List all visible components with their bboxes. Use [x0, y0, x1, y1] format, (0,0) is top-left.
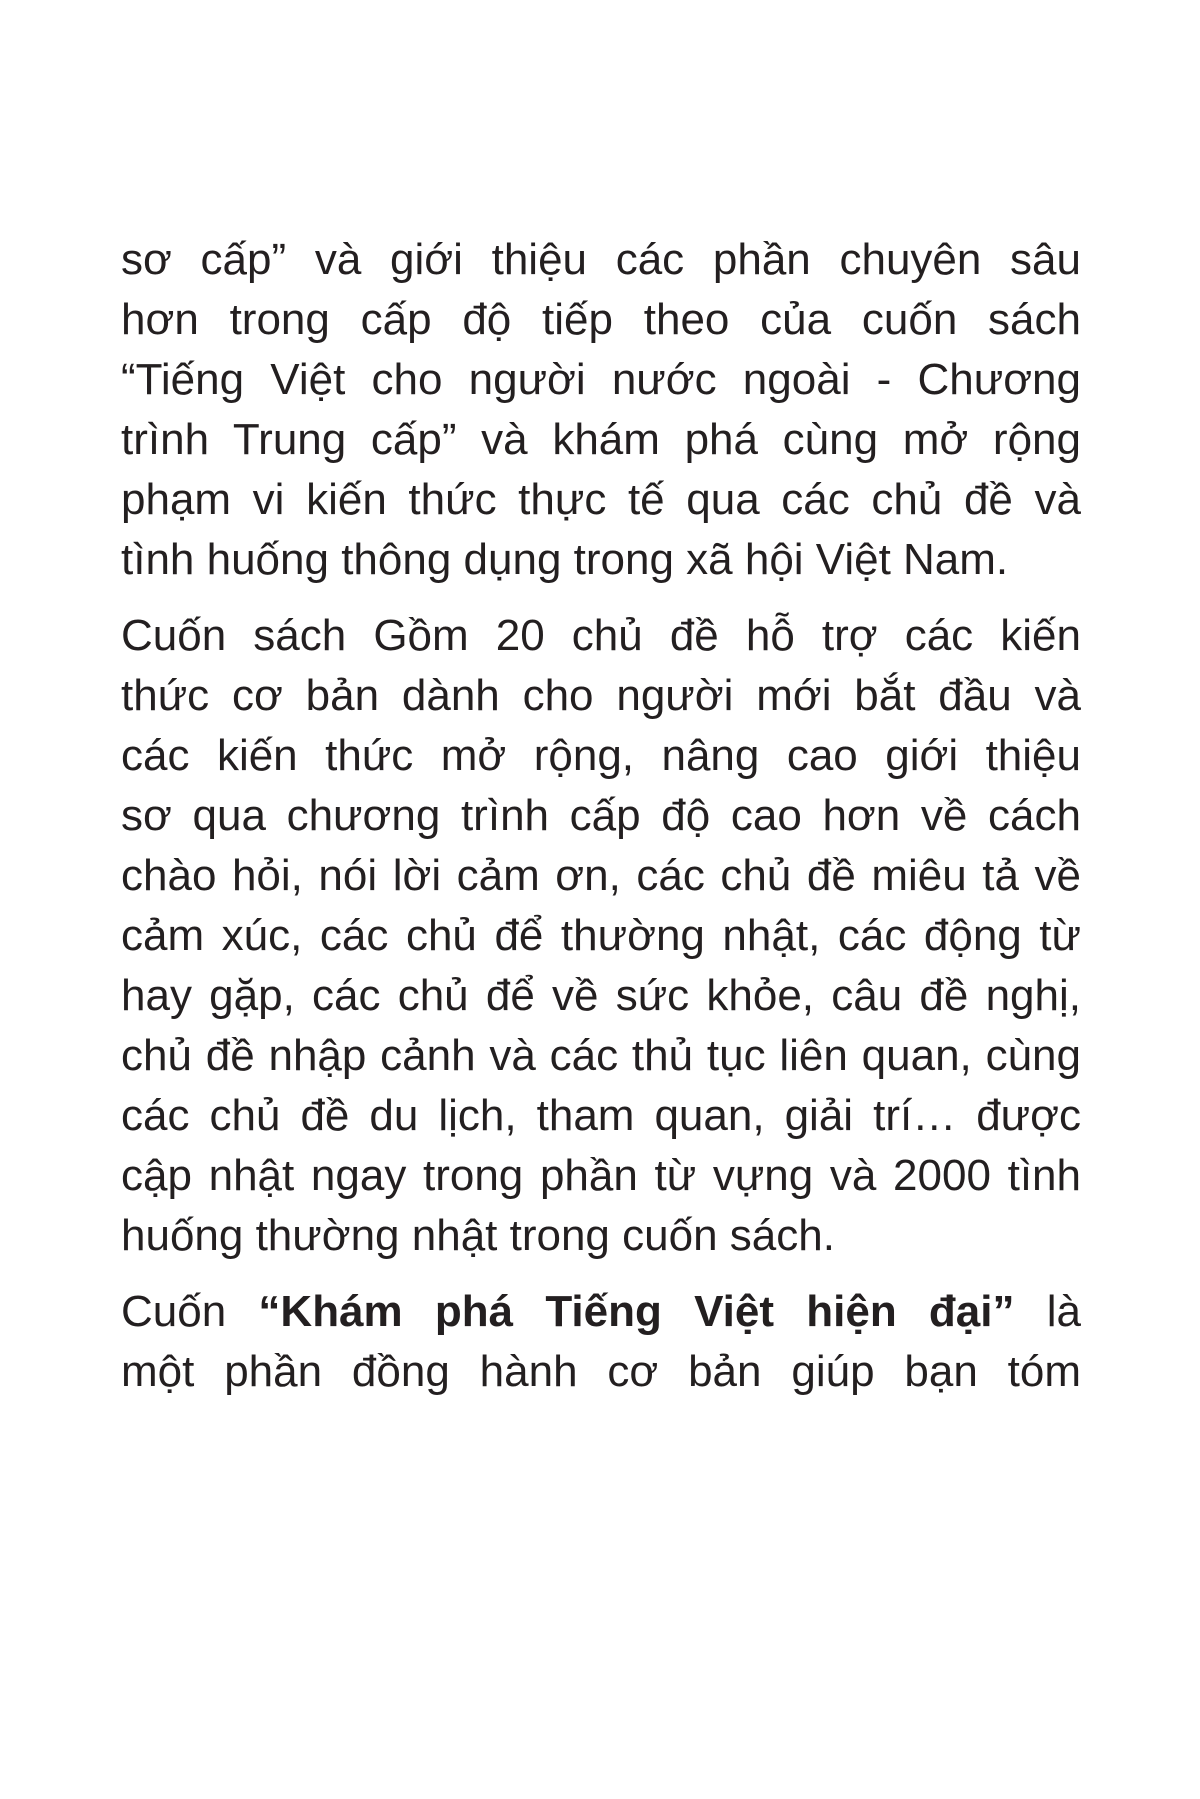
text-line: cảm xúc, các chủ để thường nhật, các động từ: [121, 911, 1081, 960]
text-line: Cuốn sách Gồm 20 chủ đề hỗ trợ các kiến: [121, 611, 1081, 660]
text-line: cập nhật ngay trong phần từ vựng và 2000 tình: [121, 1151, 1081, 1200]
text-run: Cuốn: [121, 1287, 227, 1336]
text-line: một phần đồng hành cơ bản giúp bạn tóm: [121, 1347, 1081, 1396]
paragraph-2: [121, 606, 1081, 1266]
text-line: “Tiếng Việt cho người nước ngoài - Chương: [121, 355, 1081, 404]
text-line: sơ qua chương trình cấp độ cao hơn về cách: [121, 791, 1081, 840]
text-line: sơ cấp” và giới thiệu các phần chuyên sâu: [121, 235, 1081, 284]
text-line: các kiến thức mở rộng, nâng cao giới thiệu: [121, 731, 1081, 780]
paragraph-3: [121, 1282, 1081, 1402]
paragraph-1: [121, 230, 1081, 590]
text-line: thức cơ bản dành cho người mới bắt đầu và: [121, 671, 1081, 720]
text-line: các chủ đề du lịch, tham quan, giải trí… được: [121, 1091, 1081, 1140]
text-line: phạm vi kiến thức thực tế qua các chủ đề và: [121, 475, 1081, 524]
text-line: hơn trong cấp độ tiếp theo của cuốn sách: [121, 295, 1081, 344]
text-line: hay gặp, các chủ để về sức khỏe, câu đề nghị,: [121, 971, 1081, 1020]
text-line: chào hỏi, nói lời cảm ơn, các chủ đề miêu tả về: [121, 851, 1081, 900]
book-title: “Khám phá Tiếng Việt hiện đại”: [258, 1287, 1015, 1336]
text-run: là: [1046, 1287, 1081, 1336]
text-line: [121, 1282, 1081, 1342]
body-text: [121, 230, 1081, 1402]
text-line: trình Trung cấp” và khám phá cùng mở rộng: [121, 415, 1081, 464]
text-line: chủ đề nhập cảnh và các thủ tục liên quan, cùng: [121, 1031, 1081, 1080]
text-line: tình huống thông dụng trong xã hội Việt Nam.: [121, 535, 1009, 584]
text-line: huống thường nhật trong cuốn sách.: [121, 1211, 835, 1260]
